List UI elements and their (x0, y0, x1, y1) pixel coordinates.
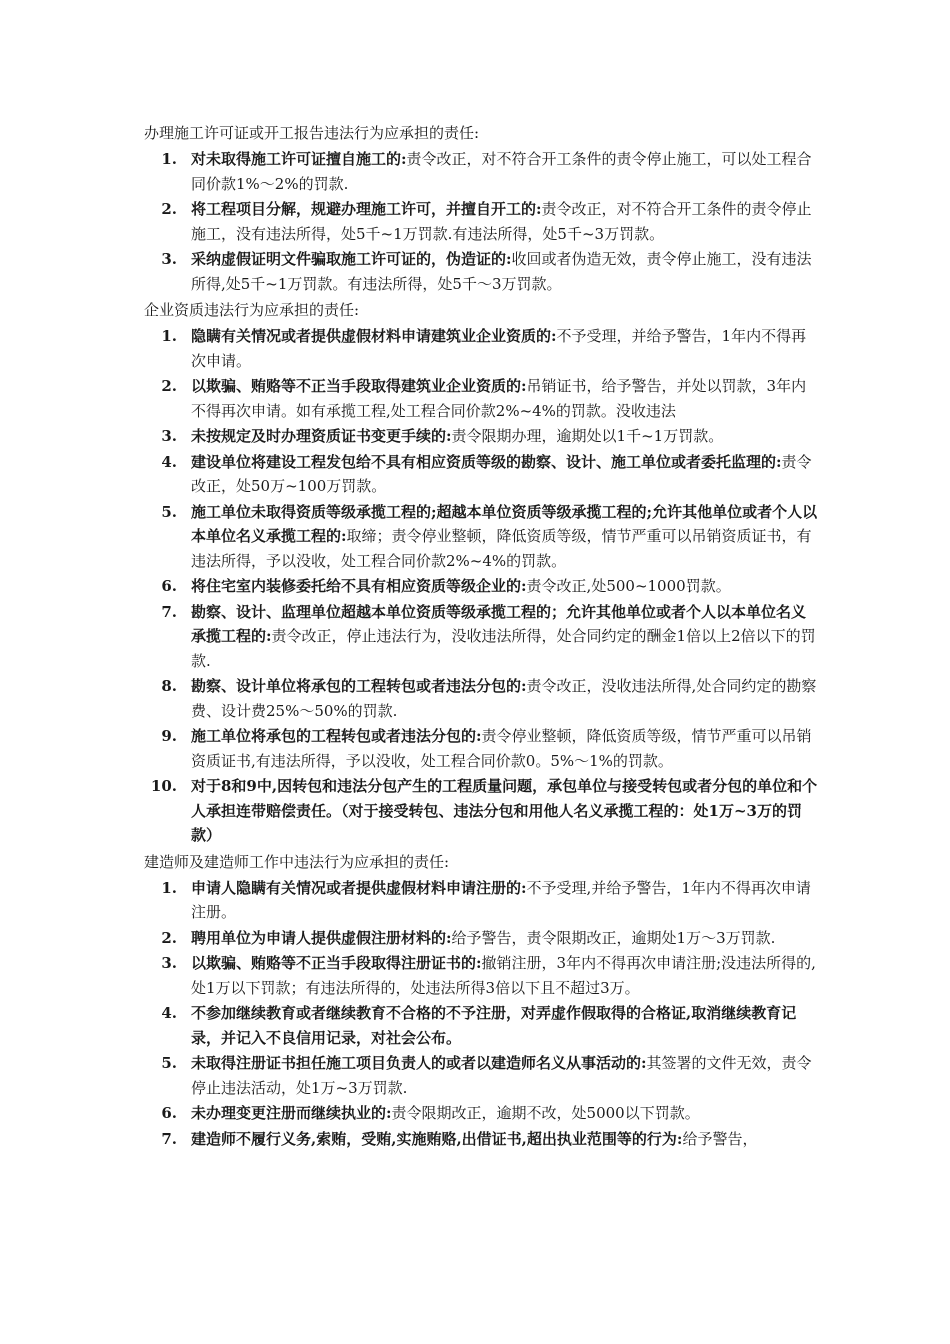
item-lead: 以欺骗、贿赂等不正当手段取得注册证书的: (191, 954, 482, 972)
item-lead: 未按规定及时办理资质证书变更手续的: (191, 427, 452, 445)
list-item (144, 424, 820, 449)
item-number: 2. (161, 377, 177, 395)
numbered-list (144, 876, 820, 1152)
list-item (144, 774, 820, 848)
list-item (144, 600, 820, 674)
item-lead: 将工程项目分解，规避办理施工许可，并擅自开工的: (191, 200, 542, 218)
numbered-list (144, 324, 820, 848)
item-number: 8. (161, 677, 177, 695)
item-text: 给予警告， (682, 1129, 758, 1148)
item-number: 7. (161, 602, 177, 621)
item-number: 1. (161, 327, 177, 345)
item-lead: 申请人隐瞒有关情况或者提供虚假材料申请注册的: (191, 878, 527, 897)
section-title: 建造师及建造师工作中违法行为应承担的责任: (144, 852, 450, 871)
section-constructor-engineer (144, 851, 820, 1152)
item-text: 责令改正，停止违法行为，没收违法所得，处合同约定的酬金1倍以上2倍以下的罚款. (191, 627, 816, 670)
item-text: 责令改正，处50万~100万罚款。 (191, 452, 812, 495)
list-item (144, 197, 820, 246)
item-lead: 采纳虚假证明文件骗取施工许可证的，伪造证的: (191, 250, 512, 268)
item-text: 给予警告，责令限期改正，逾期处1万～3万罚款. (451, 928, 776, 947)
item-text: 不予受理，并给予警告，1年内不得再次申请。 (191, 327, 807, 370)
item-text: 责令改正，对不符合开工条件的责令停止施工，可以处工程合同价款1%～2%的罚款. (191, 150, 812, 193)
list-item (144, 674, 820, 723)
section-construction-permit (144, 122, 820, 296)
item-number: 3. (161, 954, 177, 972)
numbered-list (144, 147, 820, 296)
item-lead: 施工单位未取得资质等级承揽工程的;超越本单位资质等级承揽工程的;允许其他单位或者个人以本单位名义承揽工程的: (191, 502, 818, 545)
list-item (144, 374, 820, 423)
item-lead: 建造师不履行义务,索贿，受贿,实施贿赂,出借证书,超出执业范围等的行为: (191, 1129, 683, 1148)
list-item (144, 1001, 820, 1050)
item-lead: 对于8和9中,因转包和违法分包产生的工程质量问题，承包单位与接受转包或者分包的单位和个人承担连带赔偿责任。（对于接受转包、违法分包和用他人名义承揽工程的：处1万~3万的罚款） (191, 777, 818, 844)
item-lead: 未办理变更注册而继续执业的: (191, 1104, 392, 1122)
list-item (144, 324, 820, 373)
item-number: 3. (161, 250, 177, 268)
list-item (144, 926, 820, 951)
item-text: 吊销证书，给予警告，并处以罚款，3年内不得再次申请。如有承揽工程,处工程合同价款2%~4%的罚款。没收违法 (191, 377, 807, 420)
list-item (144, 1051, 820, 1100)
list-item (144, 247, 820, 296)
item-lead: 施工单位将承包的工程转包或者违法分包的: (191, 727, 482, 745)
item-number: 10. (150, 777, 177, 795)
item-lead: 勘察、设计、监理单位超越本单位资质等级承揽工程的；允许其他单位或者个人以本单位名义承揽工程的: (191, 602, 807, 645)
section-enterprise-qualification (144, 299, 820, 848)
list-item (144, 574, 820, 599)
item-text: 取缔；责令停业整顿，降低资质等级，情节严重可以吊销资质证书，有违法所得，予以没收，处工程合同价款2%~4%的罚款。 (191, 527, 812, 570)
item-number: 3. (161, 427, 177, 445)
list-item (144, 1101, 820, 1126)
item-text: 责令改正，没收违法所得,处合同约定的勘察费、设计费25%～50%的罚款. (191, 677, 817, 720)
item-text: 责令改正,处500~1000罚款。 (526, 577, 731, 595)
list-item (144, 450, 820, 499)
list-item (144, 1127, 820, 1152)
list-item (144, 724, 820, 773)
list-item (144, 876, 820, 925)
item-number: 2. (161, 200, 177, 218)
item-lead: 将住宅室内装修委托给不具有相应资质等级企业的: (191, 577, 527, 595)
item-lead: 建设单位将建设工程发包给不具有相应资质等级的勘察、设计、施工单位或者委托监理的: (191, 452, 782, 471)
item-number: 4. (161, 1004, 177, 1022)
item-text: 不予受理,并给予警告，1年内不得再次申请注册。 (191, 878, 811, 921)
item-lead: 隐瞒有关情况或者提供虚假材料申请建筑业企业资质的: (191, 327, 557, 345)
item-lead: 对未取得施工许可证擅自施工的: (191, 150, 407, 168)
item-text: 其签署的文件无效，责令停止违法活动，处1万~3万罚款. (191, 1054, 812, 1097)
section-title: 企业资质违法行为应承担的责任: (144, 301, 360, 319)
item-text: 责令停业整顿，降低资质等级，情节严重可以吊销资质证书,有违法所得，予以没收，处工程合同价款0。5%～1%的罚款。 (191, 727, 812, 770)
item-number: 7. (161, 1129, 177, 1148)
list-item (144, 951, 820, 1000)
item-number: 5. (161, 1054, 177, 1072)
item-lead: 勘察、设计单位将承包的工程转包或者违法分包的: (191, 677, 527, 695)
item-number: 9. (161, 727, 177, 745)
item-number: 2. (161, 928, 177, 947)
item-number: 1. (161, 878, 177, 897)
item-text: 撤销注册，3年内不得再次申请注册;没违法所得的,处1万以下罚款；有违法所得的，处违法所得3倍以下且不超过3万。 (191, 954, 816, 997)
item-lead: 不参加继续教育或者继续教育不合格的不予注册，对弄虚作假取得的合格证,取消继续教育记录，并记入不良信用记录，对社会公布。 (191, 1004, 797, 1047)
item-number: 6. (161, 1104, 177, 1122)
item-number: 4. (161, 452, 177, 471)
item-number: 1. (161, 150, 177, 168)
item-text: 责令改正，对不符合开工条件的责令停止施工，没有违法所得，处5千~1万罚款.有违法所得，处5千~3万罚款。 (191, 200, 812, 243)
item-number: 5. (161, 502, 177, 521)
document-page (144, 122, 820, 1154)
item-lead: 以欺骗、贿赂等不正当手段取得建筑业企业资质的: (191, 377, 527, 395)
list-item (144, 147, 820, 196)
item-lead: 聘用单位为申请人提供虚假注册材料的: (191, 928, 452, 947)
section-title: 办理施工许可证或开工报告违法行为应承担的责任: (144, 124, 480, 142)
item-text: 收回或者伪造无效，责令停止施工，没有违法所得,处5千~1万罚款。有违法所得，处5千～3万罚款。 (191, 250, 812, 293)
item-number: 6. (161, 577, 177, 595)
item-lead: 未取得注册证书担任施工项目负责人的或者以建造师名义从事活动的: (191, 1054, 647, 1072)
item-text: 责令限期办理，逾期处以1千~1万罚款。 (451, 427, 724, 445)
item-text: 责令限期改正，逾期不改，处5000以下罚款。 (391, 1104, 700, 1122)
list-item (144, 500, 820, 574)
